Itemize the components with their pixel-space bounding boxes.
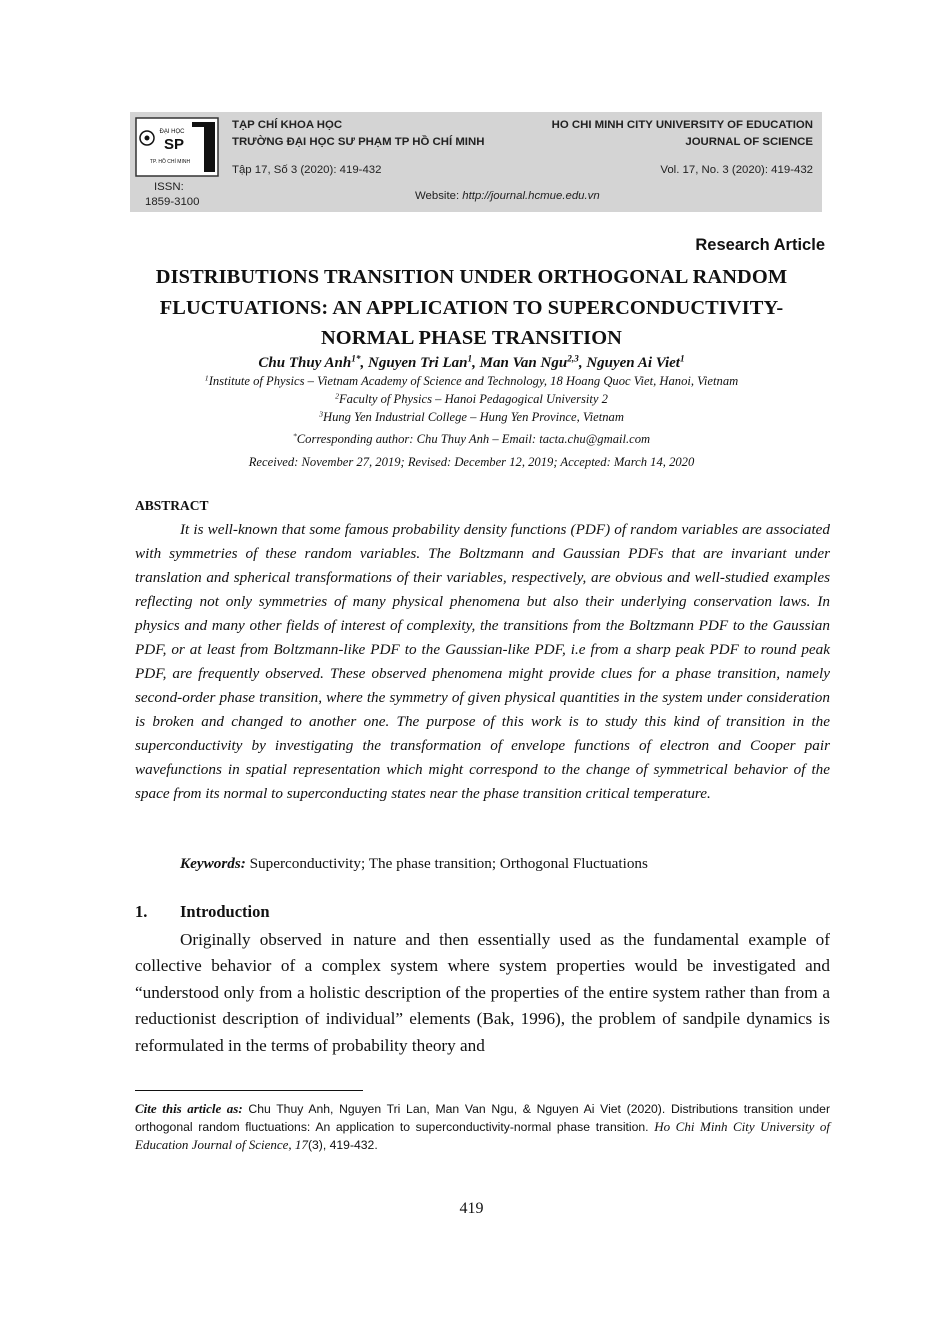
issue-vn: Tập 17, Số 3 (2020): 419-432 bbox=[232, 164, 382, 176]
introduction-body bbox=[135, 927, 830, 1059]
issue-en: Vol. 17, No. 3 (2020): 419-432 bbox=[660, 164, 813, 176]
affiliation-text: Faculty of Physics – Hanoi Pedagogical University 2 bbox=[338, 392, 608, 406]
logo-main-text: SP bbox=[163, 136, 185, 153]
citation-footnote bbox=[135, 1100, 830, 1155]
journal-name-vn-2: TRƯỜNG ĐẠI HỌC SƯ PHẠM TP HỒ CHÍ MINH bbox=[232, 136, 485, 148]
intro-text: Originally observed in nature and then essentially used as the fundamental example of collective behavior of a complex system where system properties would be investigated and “understood only from a holistic description of the properties of the entire system rather than from a reductionist description of individual” elements (Bak, 1996), the problem of sandpile dynamics is reformulated in the terms of probability theory and bbox=[135, 930, 830, 1055]
keywords bbox=[180, 855, 648, 873]
keywords-text: Superconductivity; The phase transition; Orthogonal Fluctuations bbox=[249, 855, 648, 872]
title-line: FLUCTUATIONS: AN APPLICATION TO SUPERCONDUCTIVITY- bbox=[159, 296, 784, 319]
affiliation bbox=[100, 374, 843, 389]
author-name: Nguyen Tri Lan bbox=[368, 355, 468, 371]
section-number: 1. bbox=[135, 902, 148, 921]
abstract-body bbox=[135, 518, 830, 806]
author-separator: , bbox=[360, 355, 369, 371]
title-line: NORMAL PHASE TRANSITION bbox=[320, 327, 623, 349]
author-sup: 1 bbox=[679, 354, 685, 365]
affiliation-sup: 1 bbox=[204, 373, 209, 383]
university-logo bbox=[134, 116, 220, 178]
abstract-text: It is well-known that some famous probability density functions (PDF) of random variables are associated with symmetries of these random variables. The Boltzmann and Gaussian PDFs that are invariant under translation and spherical transformations of their variables, respectively, are obvious and well-studied examples reflecting not only symmetries of many physical phenomena but also their underlying conservation laws. In physics and many other fields of interest of complexity, the transitions from the Boltzmann PDF to the Gaussian PDF, or at least from Boltzmann-like PDF to the Gaussian-like PDF, i.e from a sharp peak PDF to round peak PDF, are frequently observed. These observed phenomena might provide clues for a phase transition, namely second-order phase transition, where the symmetry of given physical quantities in the system under consideration is broken and changed to another one. The purpose of this work is to study this kind of transition in the superconductivity by investigating the transformation of envelope functions of electron and Cooper pair wavefunctions in spatial representation which might correspond to the change of symmetrical behavior of the space from its normal to superconducting states near the phase transition critical temperature. bbox=[135, 521, 830, 802]
keywords-label: Keywords: bbox=[180, 855, 246, 872]
citation-label: Cite this article as: bbox=[135, 1101, 243, 1116]
website-link[interactable]: http://journal.hcmue.edu.vn bbox=[462, 190, 600, 202]
website-label: Website: bbox=[415, 190, 460, 202]
affiliation bbox=[100, 410, 843, 425]
affiliation-sup: 2 bbox=[335, 391, 339, 401]
author-name: Nguyen Ai Viet bbox=[586, 355, 680, 371]
affiliation-text: Corresponding author: Chu Thuy Anh – Email: tacta.chu@gmail.com bbox=[296, 432, 651, 446]
article-title bbox=[100, 262, 843, 354]
affiliation bbox=[100, 392, 843, 407]
footnote-rule bbox=[135, 1090, 363, 1091]
journal-name-vn-1: TẠP CHÍ KHOA HỌC bbox=[232, 119, 343, 131]
author-name: Man Van Ngu bbox=[479, 355, 568, 371]
citation-journal: Ho Chi Minh City University of Education Journal of Science, 17 bbox=[135, 1119, 830, 1153]
citation-text: Chu Thuy Anh, Nguyen Tri Lan, Man Van Ngu, & Nguyen Ai Viet (2020). Distributions transition under orthogonal random fluctuations: An application to superconductivity-normal phase transition. bbox=[135, 1102, 831, 1135]
journal-name-en-2: JOURNAL OF SCIENCE bbox=[685, 136, 813, 148]
title-line: DISTRIBUTIONS TRANSITION UNDER ORTHOGONAL RANDOM bbox=[155, 266, 788, 288]
article-dates: Received: November 27, 2019; Revised: December 12, 2019; Accepted: March 14, 2020 bbox=[248, 455, 695, 469]
affiliation-text: Institute of Physics – Vietnam Academy of Science and Technology, 18 Hoang Quoc Viet, Hanoi, Vietnam bbox=[208, 374, 739, 388]
author-list bbox=[100, 355, 843, 372]
affiliation-sup: * bbox=[292, 431, 297, 441]
author-separator: , bbox=[472, 355, 480, 371]
page-number: 419 bbox=[459, 1200, 484, 1217]
issn-number: 1859-3100 bbox=[145, 196, 200, 208]
affiliation-sup: 3 bbox=[319, 409, 323, 419]
article-type: Research Article bbox=[695, 236, 825, 254]
author-sup: 1* bbox=[351, 354, 361, 365]
corresponding-author bbox=[100, 432, 843, 447]
affiliation-text: Hung Yen Industrial College – Hung Yen Province, Vietnam bbox=[322, 410, 624, 424]
author-sup: 2,3 bbox=[567, 354, 579, 365]
author-name: Chu Thuy Anh bbox=[258, 355, 352, 371]
issn-label: ISSN: bbox=[154, 181, 184, 193]
section-title: Introduction bbox=[180, 902, 270, 921]
logo-bottom-text: TP. HỒ CHÍ MINH bbox=[149, 159, 191, 165]
website-line bbox=[415, 190, 600, 202]
abstract-heading: ABSTRACT bbox=[135, 498, 209, 513]
section-heading bbox=[135, 902, 270, 922]
author-sup: 1 bbox=[467, 354, 473, 365]
author-separator: , bbox=[578, 355, 587, 371]
journal-name-en-1: HO CHI MINH CITY UNIVERSITY OF EDUCATION bbox=[551, 119, 813, 131]
citation-issue: (3), 419-432. bbox=[307, 1138, 378, 1153]
logo-top-text: ĐẠI HỌC bbox=[159, 129, 185, 135]
